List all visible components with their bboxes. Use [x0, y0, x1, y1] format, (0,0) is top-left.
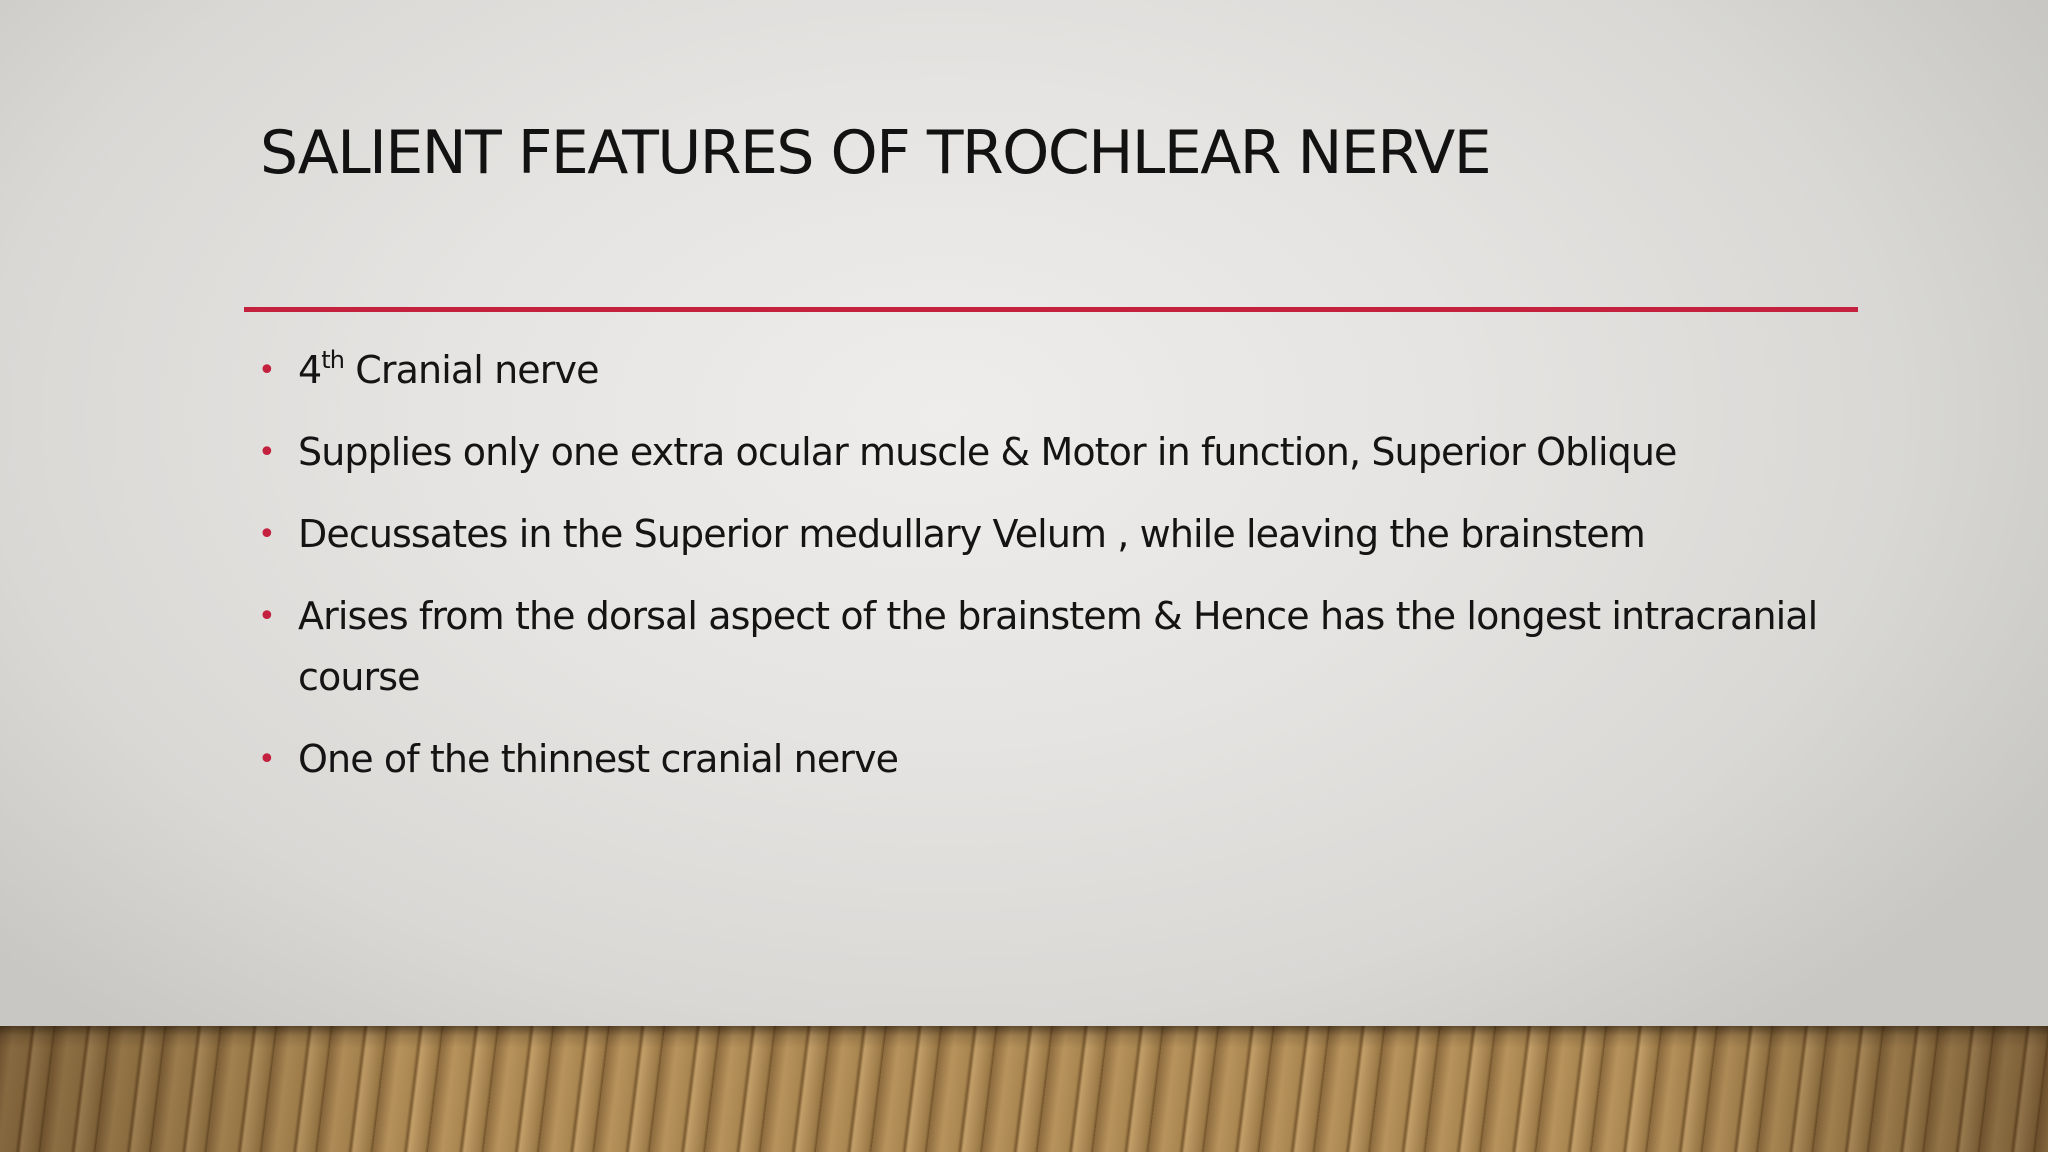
floor-shading: [0, 1026, 2048, 1152]
bullet-text: Arises from the dorsal aspect of the brainstem & Hence has the longest intracranial course: [298, 594, 1818, 699]
bullet-list: [258, 340, 1818, 811]
bullet-icon: •: [258, 742, 275, 777]
bullet-icon: •: [258, 435, 275, 470]
bullet-item-thinnest: [258, 729, 1818, 790]
bullet-text: Decussates in the Superior medullary Velum , while leaving the brainstem: [298, 512, 1645, 556]
bullet-text: One of the thinnest cranial nerve: [298, 737, 899, 781]
title-divider: [244, 307, 1858, 312]
slide-title: SALIENT FEATURES OF TROCHLEAR NERVE: [260, 118, 1491, 188]
bullet-text: Cranial nerve: [344, 348, 599, 392]
bullet-icon: •: [258, 517, 275, 552]
bullet-item-arises: [258, 586, 1818, 708]
bullet-icon: •: [258, 353, 275, 388]
bullet-icon: •: [258, 599, 275, 634]
bullet-superscript: th: [321, 346, 345, 374]
bullet-item-decussates: [258, 504, 1818, 565]
bullet-text: Supplies only one extra ocular muscle & Motor in function, Superior Oblique: [298, 430, 1677, 474]
wood-floor-decoration: [0, 1026, 2048, 1152]
bullet-number: 4: [298, 348, 322, 392]
bullet-item-supplies: [258, 422, 1818, 483]
bullet-item-cranial-nerve-number: [258, 340, 1818, 401]
